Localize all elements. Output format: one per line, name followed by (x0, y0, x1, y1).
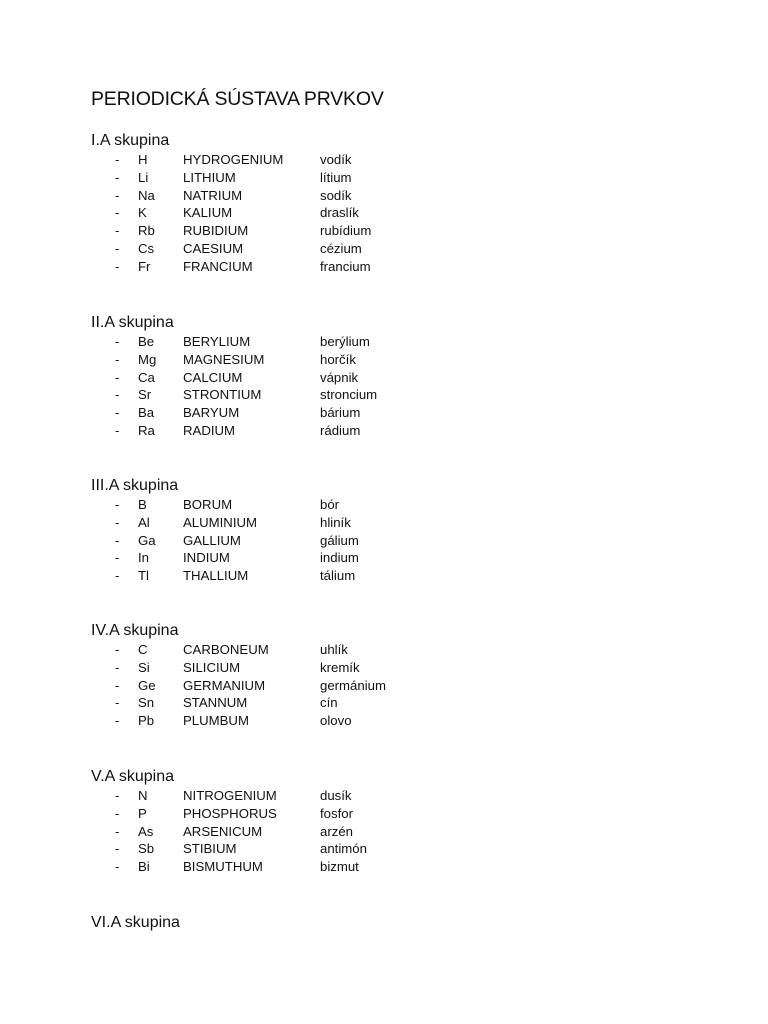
element-row (91, 805, 691, 823)
element-latin-name: ALUMINIUM (183, 514, 257, 530)
element-group (91, 767, 691, 876)
element-row (91, 823, 691, 841)
element-slovak-name: cín (320, 695, 338, 711)
element-slovak-name: fosfor (320, 805, 353, 821)
element-group (91, 621, 691, 730)
element-slovak-name: arzén (320, 823, 353, 839)
list-bullet: - (115, 642, 120, 657)
element-symbol: C (138, 642, 148, 657)
element-list (91, 333, 691, 440)
element-row (91, 496, 691, 514)
element-latin-name: FRANCIUM (183, 258, 253, 274)
element-symbol: Al (138, 514, 150, 530)
list-bullet: - (115, 550, 120, 566)
element-latin-name: BORUM (183, 497, 233, 512)
element-slovak-name: antimón (320, 841, 367, 857)
element-latin-name: THALLIUM (183, 568, 249, 584)
element-row (91, 567, 691, 585)
element-slovak-name: olovo (320, 713, 352, 729)
list-bullet: - (115, 351, 120, 367)
element-row (91, 787, 691, 805)
element-symbol: Tl (138, 568, 149, 584)
element-symbol: In (138, 550, 149, 566)
element-row (91, 151, 691, 169)
element-symbol: As (138, 823, 154, 839)
element-symbol: Rb (138, 223, 155, 239)
element-symbol: Sb (138, 841, 155, 857)
list-bullet: - (115, 659, 120, 675)
element-row (91, 659, 691, 677)
element-row (91, 532, 691, 550)
element-row (91, 514, 691, 532)
element-slovak-name: gálium (320, 532, 359, 548)
element-symbol: Ga (138, 532, 156, 548)
element-slovak-name: lítium (320, 169, 352, 185)
group-heading: II.A skupina (91, 314, 174, 331)
element-slovak-name: cézium (320, 240, 362, 256)
list-bullet: - (115, 532, 120, 548)
element-symbol: Ra (138, 422, 155, 438)
element-row (91, 677, 691, 695)
list-bullet: - (115, 695, 120, 711)
element-latin-name: BISMUTHUM (183, 859, 263, 875)
element-list (91, 641, 691, 730)
element-latin-name: STRONTIUM (183, 387, 262, 403)
element-slovak-name: berýlium (320, 334, 370, 349)
element-latin-name: LITHIUM (183, 169, 236, 185)
list-bullet: - (115, 823, 120, 839)
element-row (91, 258, 691, 276)
group-heading: V.A skupina (91, 768, 175, 785)
element-row (91, 641, 691, 659)
element-group (91, 476, 691, 585)
element-latin-name: CARBONEUM (183, 642, 269, 657)
list-bullet: - (115, 258, 120, 274)
element-row (91, 858, 691, 876)
list-bullet: - (115, 677, 120, 693)
list-bullet: - (115, 805, 120, 821)
element-symbol: Mg (138, 351, 157, 367)
element-latin-name: HYDROGENIUM (183, 152, 284, 167)
element-symbol: Na (138, 187, 155, 203)
element-latin-name: SILICIUM (183, 659, 241, 675)
element-latin-name: PHOSPHORUS (183, 805, 277, 821)
element-latin-name: ARSENICUM (183, 823, 263, 839)
list-bullet: - (115, 387, 120, 403)
element-slovak-name: uhlík (320, 642, 348, 657)
element-latin-name: BERYLIUM (183, 334, 251, 349)
element-slovak-name: francium (320, 258, 371, 274)
list-bullet: - (115, 205, 120, 221)
element-symbol: K (138, 205, 147, 221)
element-latin-name: STANNUM (183, 695, 248, 711)
element-symbol: Fr (138, 258, 151, 274)
element-group (91, 313, 691, 440)
element-row (91, 169, 691, 187)
list-bullet: - (115, 422, 120, 438)
list-bullet: - (115, 169, 120, 185)
element-row (91, 404, 691, 422)
element-latin-name: NATRIUM (183, 187, 243, 203)
list-bullet: - (115, 405, 120, 421)
element-slovak-name: vodík (320, 152, 352, 167)
element-group (91, 913, 691, 933)
element-symbol: Be (138, 334, 155, 349)
group-heading: I.A skupina (91, 132, 170, 149)
element-slovak-name: bizmut (320, 859, 359, 875)
element-slovak-name: vápnik (320, 369, 359, 385)
element-latin-name: GERMANIUM (183, 677, 266, 693)
element-symbol: Sn (138, 695, 155, 711)
list-bullet: - (115, 187, 120, 203)
element-latin-name: STIBIUM (183, 841, 237, 857)
list-bullet: - (115, 568, 120, 584)
element-symbol: Ge (138, 677, 156, 693)
element-latin-name: BARYUM (183, 405, 240, 421)
element-slovak-name: horčík (320, 351, 356, 367)
list-bullet: - (115, 223, 120, 239)
element-row (91, 369, 691, 387)
element-row (91, 222, 691, 240)
element-slovak-name: kremík (320, 659, 360, 675)
element-latin-name: CALCIUM (183, 369, 243, 385)
element-latin-name: CAESIUM (183, 240, 244, 256)
element-row (91, 549, 691, 567)
element-latin-name: PLUMBUM (183, 713, 249, 729)
list-bullet: - (115, 859, 120, 875)
element-row (91, 840, 691, 858)
element-symbol: Ba (138, 405, 155, 421)
element-symbol: N (138, 788, 148, 803)
list-bullet: - (115, 788, 120, 803)
element-list (91, 787, 691, 876)
element-slovak-name: hliník (320, 514, 351, 530)
element-slovak-name: bárium (320, 405, 361, 421)
element-symbol: Pb (138, 713, 155, 729)
page-title: PERIODICKÁ SÚSTAVA PRVKOV (91, 88, 384, 110)
element-slovak-name: dusík (320, 788, 352, 803)
group-heading: III.A skupina (91, 477, 179, 494)
element-list (91, 151, 691, 276)
element-latin-name: INDIUM (183, 550, 230, 566)
element-symbol: Cs (138, 240, 155, 256)
element-row (91, 351, 691, 369)
element-symbol: Bi (138, 859, 150, 875)
element-row (91, 712, 691, 730)
element-symbol: Sr (138, 387, 152, 403)
element-row (91, 187, 691, 205)
list-bullet: - (115, 334, 120, 349)
element-latin-name: MAGNESIUM (183, 351, 265, 367)
element-symbol: Ca (138, 369, 155, 385)
list-bullet: - (115, 240, 120, 256)
list-bullet: - (115, 497, 120, 512)
group-heading: VI.A skupina (91, 914, 180, 931)
element-symbol: Si (138, 659, 150, 675)
element-row (91, 204, 691, 222)
element-slovak-name: bór (320, 497, 340, 512)
list-bullet: - (115, 841, 120, 857)
element-latin-name: RUBIDIUM (183, 223, 249, 239)
element-slovak-name: rubídium (320, 223, 372, 239)
element-symbol: P (138, 805, 147, 821)
element-latin-name: KALIUM (183, 205, 233, 221)
list-bullet: - (115, 152, 120, 167)
element-latin-name: NITROGENIUM (183, 788, 277, 803)
element-slovak-name: germánium (320, 677, 386, 693)
element-slovak-name: draslík (320, 205, 359, 221)
element-latin-name: RADIUM (183, 422, 236, 438)
element-slovak-name: sodík (320, 187, 352, 203)
element-slovak-name: rádium (320, 422, 361, 438)
element-row (91, 240, 691, 258)
element-latin-name: GALLIUM (183, 532, 241, 548)
list-bullet: - (115, 369, 120, 385)
element-slovak-name: indium (320, 550, 359, 566)
list-bullet: - (115, 514, 120, 530)
element-slovak-name: tálium (320, 568, 356, 584)
element-row (91, 386, 691, 404)
element-symbol: H (138, 152, 148, 167)
element-group (91, 131, 691, 276)
element-row (91, 422, 691, 440)
element-row (91, 694, 691, 712)
element-slovak-name: stroncium (320, 387, 378, 403)
list-bullet: - (115, 713, 120, 729)
group-heading: IV.A skupina (91, 622, 179, 639)
element-row (91, 333, 691, 351)
element-symbol: Li (138, 169, 149, 185)
element-symbol: B (138, 497, 147, 512)
element-list (91, 496, 691, 585)
